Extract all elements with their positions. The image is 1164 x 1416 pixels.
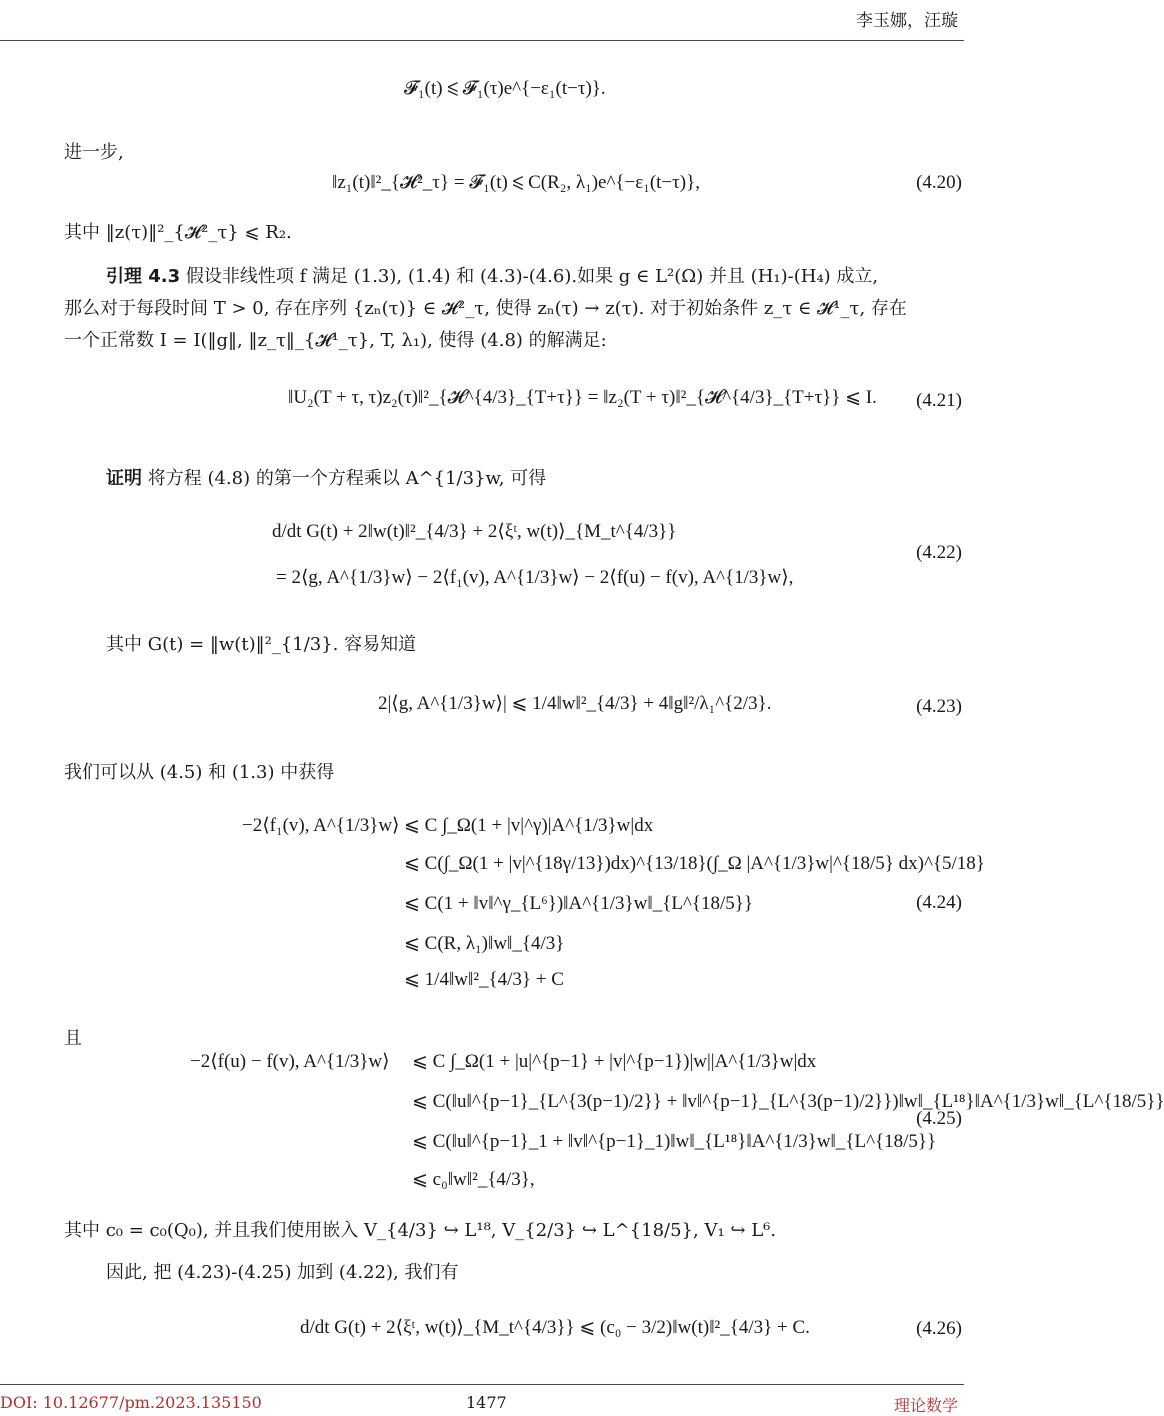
equation-number-4-23: (4.23)	[916, 696, 962, 717]
equation-number-4-21: (4.21)	[916, 390, 962, 411]
equation-4-24-lhs: −2⟨f₁(v), A^{1/3}w⟩	[242, 815, 400, 836]
text-where-1: 其中 ‖z(τ)‖²_{𝓗²_τ} ⩽ R₂.	[64, 222, 292, 243]
footer-journal-link[interactable]: 理论数学	[893, 1396, 958, 1415]
lemma-line-1	[106, 262, 878, 288]
equation-number-4-26: (4.26)	[916, 1318, 962, 1339]
text-thus: 因此, 把 (4.23)-(4.25) 加到 (4.22), 我们有	[106, 1262, 459, 1283]
equation-4-25-line: ⩽ C(‖u‖^{p−1}_{L^{3(p−1)/2}} + ‖v‖^{p−1}_{L^{3(p−1)/2}})‖w‖_{L¹⁸}‖A^{1/3}w‖_{L^{18/5}}	[412, 1091, 1164, 1112]
equation-4-26: d/dt G(t) + 2⟨ξᵗ, w(t)⟩_{M_t^{4/3}} ⩽ (c₀ − 3/2)‖w(t)‖²_{4/3} + C.	[300, 1317, 810, 1338]
equation-4-24-line: ⩽ C(R, λ₁)‖w‖_{4/3}	[404, 933, 565, 954]
text-obtain: 我们可以从 (4.5) 和 (1.3) 中获得	[64, 762, 335, 783]
lemma-text-1: 假设非线性项 f 满足 (1.3), (1.4) 和 (4.3)-(4.6).如果 g ∈ L²(Ω) 并且 (H₁)-(H₄) 成立,	[185, 266, 879, 287]
footer-doi-link[interactable]: DOI: 10.12677/pm.2023.135150	[0, 1393, 262, 1412]
lemma-line-3: 一个正常数 I = I(‖g‖, ‖z_τ‖_{𝓗¹_τ}, T, λ₁), 使得 (4.8) 的解满足:	[64, 330, 607, 351]
equation-number-4-22: (4.22)	[916, 542, 962, 563]
equation-4-24-line: ⩽ 1/4‖w‖²_{4/3} + C	[404, 969, 564, 990]
equation-4-24-line: ⩽ C(∫_Ω(1 + |v|^{18γ/13})dx)^{13/18}(∫_Ω |A^{1/3}w|^{18/5} dx)^{5/18}	[404, 853, 985, 874]
equation-4-25-line: ⩽ C(‖u‖^{p−1}_1 + ‖v‖^{p−1}_1)‖w‖_{L¹⁸}‖A^{1/3}w‖_{L^{18/5}}	[412, 1131, 937, 1152]
text-where-3: 其中 c₀ = c₀(Q₀), 并且我们使用嵌入 V_{4/3} ↪ L¹⁸, V_{2/3} ↪ L^{18/5}, V₁ ↪ L⁶.	[64, 1220, 777, 1241]
equation-number-4-25: (4.25)	[916, 1108, 962, 1129]
footer-page-number: 1477	[466, 1393, 507, 1412]
equation-4-22-line-1: d/dt G(t) + 2‖w(t)‖²_{4/3} + 2⟨ξᵗ, w(t)⟩_{M_t^{4/3}}	[272, 521, 677, 542]
equation-4-25-line: ⩽ C ∫_Ω(1 + |u|^{p−1} + |v|^{p−1})|w||A^{1/3}w|dx	[412, 1051, 817, 1072]
page-header	[0, 0, 964, 41]
equation-4-22-line-2: = 2⟨g, A^{1/3}w⟩ − 2⟨f₁(v), A^{1/3}w⟩ − 2⟨f(u) − f(v), A^{1/3}w⟩,	[276, 567, 794, 588]
lemma-label: 引理 4.3	[106, 266, 181, 287]
proof-text: 将方程 (4.8) 的第一个方程乘以 A^{1/3}w, 可得	[147, 468, 547, 489]
equation-top: 𝓕₁(t) ⩽ 𝓕₁(τ)e^{−ε₁(t−τ)}.	[404, 78, 606, 99]
equation-4-20: ‖z₁(t)‖²_{𝓗²_τ} = 𝓕₁(t) ⩽ C(R₂, λ₁)e^{−ε₁(t−τ)},	[332, 172, 700, 193]
text-and: 且	[64, 1028, 82, 1049]
header-authors: 李玉娜，汪璇	[856, 11, 958, 31]
equation-number-4-24: (4.24)	[916, 892, 962, 913]
page-footer	[0, 1384, 964, 1415]
text-where-2: 其中 G(t) = ‖w(t)‖²_{1/3}. 容易知道	[106, 634, 417, 655]
proof-label: 证明	[106, 468, 142, 489]
equation-4-24-line: ⩽ C ∫_Ω(1 + |v|^γ)|A^{1/3}w|dx	[404, 815, 654, 836]
proof-line	[106, 464, 546, 490]
equation-4-25-line: ⩽ c₀‖w‖²_{4/3},	[412, 1169, 535, 1190]
text-further: 进一步,	[64, 142, 124, 163]
lemma-line-2: 那么对于每段时间 T > 0, 存在序列 {zₙ(τ)} ∈ 𝓗²_τ, 使得 zₙ(τ) → z(τ). 对于初始条件 z_τ ∈ 𝓗¹_τ, 存在	[64, 298, 907, 319]
equation-4-23: 2|⟨g, A^{1/3}w⟩| ⩽ 1/4‖w‖²_{4/3} + 4‖g‖²/λ₁^{2/3}.	[378, 693, 772, 714]
equation-4-24-line: ⩽ C(1 + ‖v‖^γ_{L⁶})‖A^{1/3}w‖_{L^{18/5}}	[404, 893, 753, 914]
equation-4-25-lhs: −2⟨f(u) − f(v), A^{1/3}w⟩	[190, 1051, 390, 1072]
equation-number-4-20: (4.20)	[916, 172, 962, 193]
equation-4-21: ‖U₂(T + τ, τ)z₂(τ)‖²_{𝓗^{4/3}_{T+τ}} = ‖z₂(T + τ)‖²_{𝓗^{4/3}_{T+τ}} ⩽ I.	[288, 387, 877, 408]
